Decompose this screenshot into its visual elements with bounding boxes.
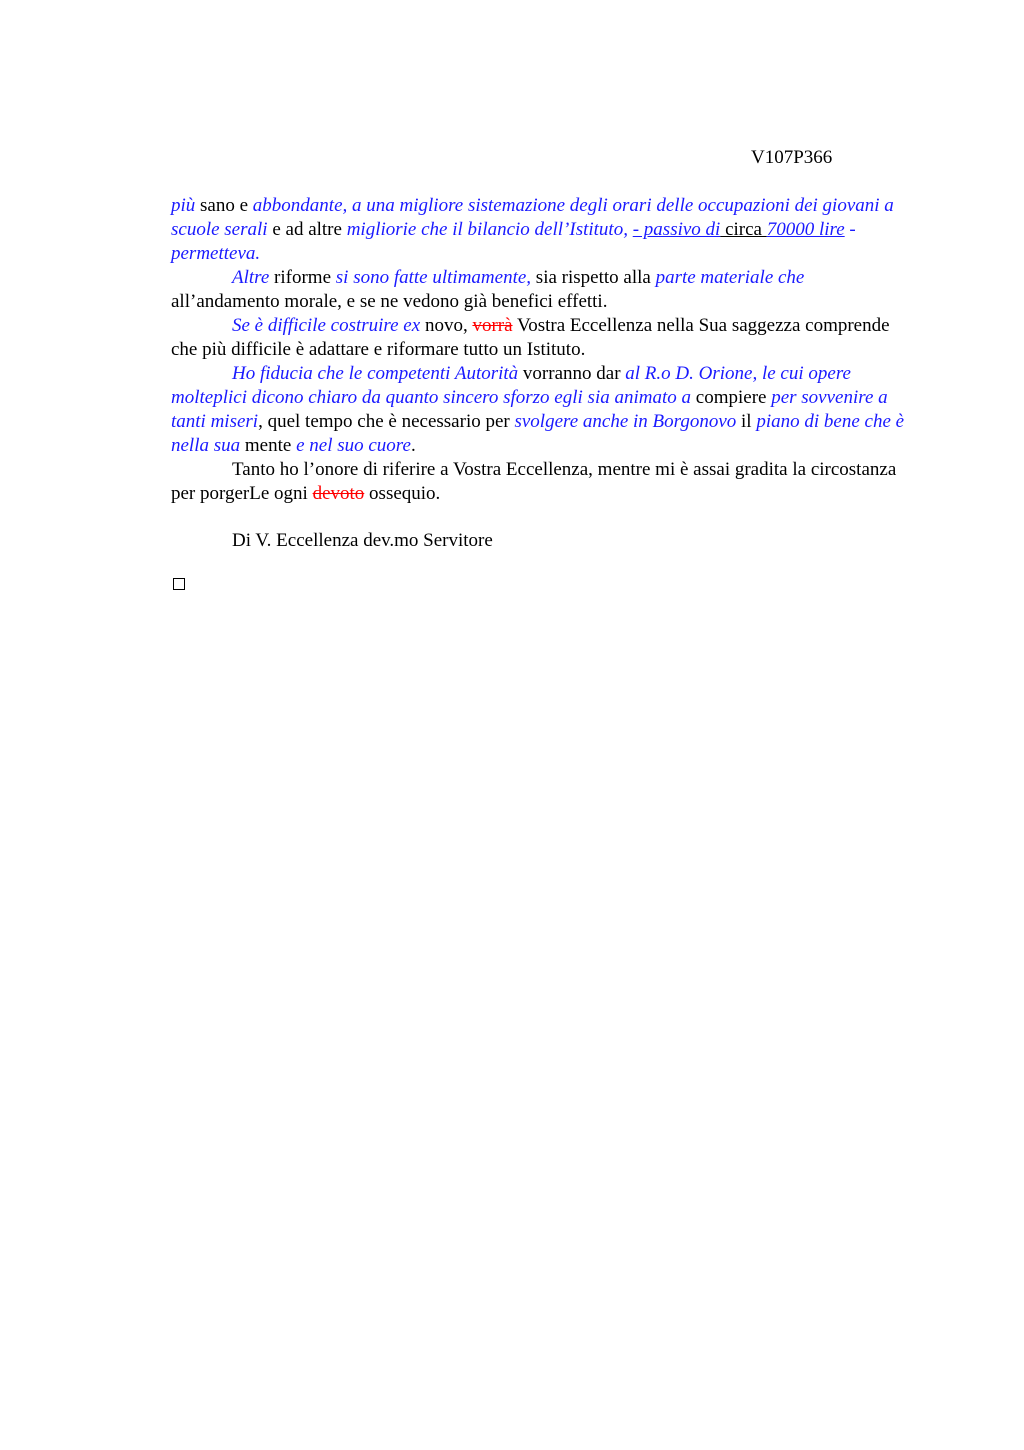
text-run: , quel tempo che è necessario per [258, 411, 515, 432]
inserted-text: parte materiale che [655, 267, 805, 288]
inserted-text: più [171, 195, 196, 216]
text-run: il [736, 411, 757, 432]
empty-square-icon [173, 578, 185, 590]
text-run: circa [720, 219, 767, 240]
deleted-text: vorrà [472, 315, 513, 336]
paragraph [171, 458, 907, 506]
text-run: compiere [691, 387, 772, 408]
text-run: e ad altre [267, 219, 347, 240]
text-run: mente [240, 435, 297, 456]
closing-line: Di V. Eccellenza dev.mo Servitore [232, 530, 493, 551]
text-run: sia rispetto alla [531, 267, 656, 288]
letter-paragraphs [171, 194, 907, 506]
inserted-text: Altre [232, 267, 270, 288]
paragraph [171, 314, 907, 362]
paragraph [171, 266, 907, 314]
page-id: V107P366 [751, 147, 833, 168]
paragraph [171, 362, 907, 458]
text-run: novo, [420, 315, 473, 336]
text-run: vorranno dar [518, 363, 626, 384]
deleted-text: devoto [312, 483, 365, 504]
inserted-text: Ho fiducia che le competenti Autorità [232, 363, 519, 384]
text-run: all’andamento morale, e se ne vedono già benefici effetti. [171, 291, 608, 312]
text-run: sano e [195, 195, 253, 216]
spacer [171, 506, 907, 529]
text-run: . [410, 435, 416, 456]
text-run: riforme [269, 267, 336, 288]
inserted-text: si sono fatte ultimamente, [335, 267, 532, 288]
inserted-text: e nel suo cuore [296, 435, 411, 456]
text-run: Tanto ho l’onore di riferire a Vostra Eccellenza, mentre mi è assai gradita la circostanza per porgerLe ogni [171, 459, 897, 504]
inserted-text: per sovvenire a tanti miseri [171, 387, 888, 432]
inserted-text: - passivo di [632, 219, 721, 240]
inserted-text: al R.o D. Orione, le cui opere molteplici dicono chiaro da quanto sincero sforzo egli sia animato a [171, 363, 851, 408]
paragraph [171, 194, 907, 266]
inserted-text: svolgere anche in Borgonovo [514, 411, 737, 432]
inserted-text: 70000 lire [766, 219, 845, 240]
inserted-text: - permetteva. [171, 219, 856, 264]
inserted-text: migliorie che il bilancio dell’Istituto, [346, 219, 633, 240]
inserted-text: Se è difficile costruire ex [232, 315, 421, 336]
inserted-text: abbondante, a una migliore sistemazione degli orari delle occupazioni dei giovani a scuole serali [171, 195, 894, 240]
text-run: ossequio. [364, 483, 441, 504]
inserted-text: piano di bene che è nella sua [171, 411, 905, 456]
text-run: Vostra Eccellenza nella Sua saggezza comprende che più difficile è adattare e riformare tutto un Istituto. [171, 315, 890, 360]
letter-body [171, 194, 907, 553]
